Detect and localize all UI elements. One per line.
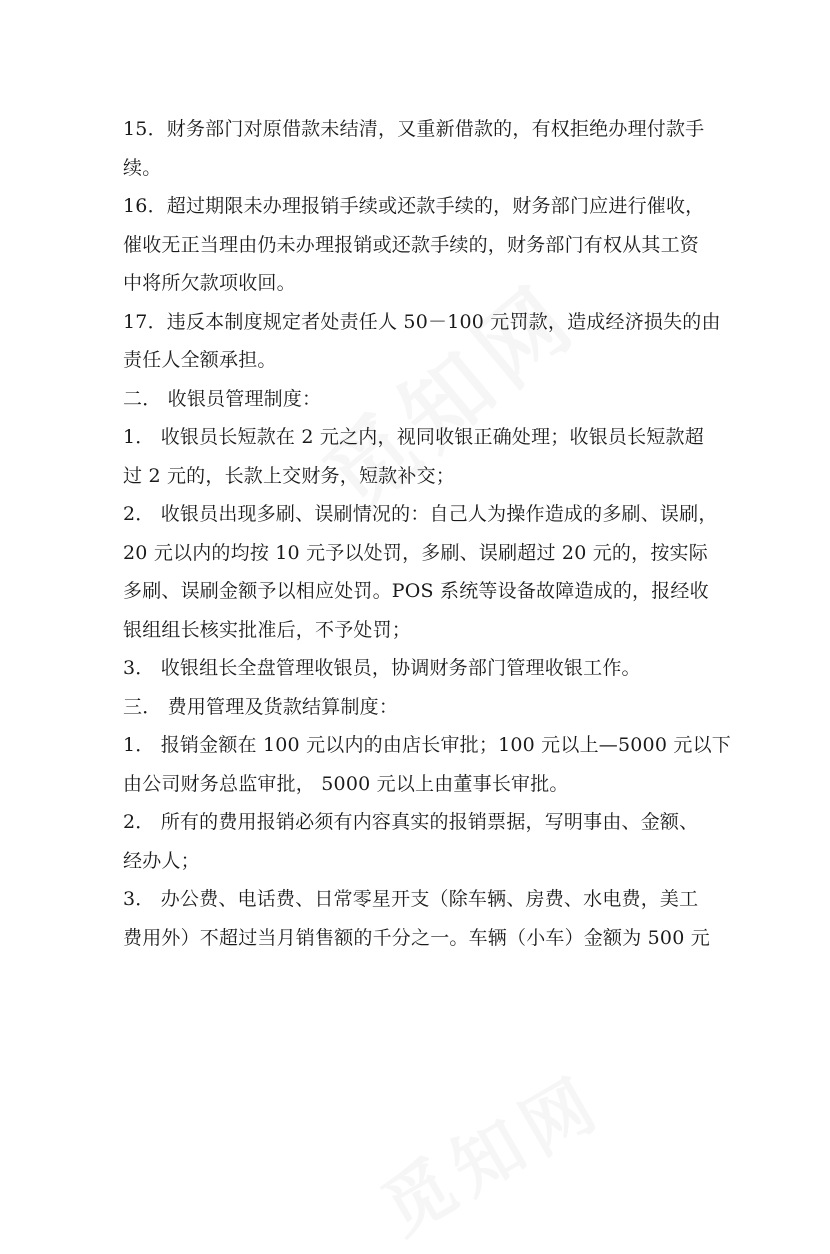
- watermark: [361, 1047, 619, 1254]
- text-line: 1． 报销金额在 100 元以内的由店长审批；100 元以上—5000 元以下: [123, 734, 731, 756]
- text-line: 费用外）不超过当月销售额的千分之一。车辆（小车）金额为 500 元: [123, 926, 710, 949]
- text-line: 2． 收银员出现多刷、误刷情况的：自己人为操作造成的多刷、误刷，: [123, 503, 718, 525]
- text-line: 15．财务部门对原借款未结清，又重新借款的，有权拒绝办理付款手: [123, 118, 705, 140]
- text-line: 由公司财务总监审批， 5000 元以上由董事长审批。: [123, 772, 569, 795]
- text-line: 1． 收银员长短款在 2 元之内，视同收银正确处理；收银员长短款超: [123, 426, 704, 448]
- text-line: 17．违反本制度规定者处责任人 50－100 元罚款，造成经济损失的由: [123, 310, 721, 333]
- text-line: 过 2 元的，长款上交财务，短款补交；: [123, 464, 455, 487]
- text-line: 20 元以内的均按 10 元予以处罚，多刷、误刷超过 20 元的，按实际: [123, 541, 708, 564]
- text-line: 催收无正当理由仍未办理报销或还款手续的，财务部门有权从其工资: [123, 233, 700, 256]
- text-line: 经办人；: [123, 849, 200, 872]
- text-line: 责任人全额承担。: [123, 349, 277, 371]
- text-line: 银组组长核实批准后，不予处罚；: [123, 618, 412, 641]
- text-line: 3． 办公费、电话费、日常零星开支（除车辆、房费、水电费，美工: [123, 888, 699, 910]
- section-heading: 三． 费用管理及货款结算制度：: [123, 695, 399, 718]
- document-body: [123, 110, 731, 957]
- text-line: 续。: [123, 156, 162, 179]
- section-heading: 二． 收银员管理制度：: [123, 387, 322, 410]
- text-line: 2． 所有的费用报销必须有内容真实的报销票据，写明事由、金额、: [123, 811, 699, 833]
- text-line: 16．超过期限未办理报销手续或还款手续的，财务部门应进行催收，: [123, 195, 705, 217]
- text-line: 多刷、误刷金额予以相应处罚。POS 系统等设备故障造成的，报经收: [123, 580, 709, 602]
- text-line: 3． 收银组长全盘管理收银员，协调财务部门管理收银工作。: [123, 657, 641, 679]
- text-line: 中将所欠款项收回。: [123, 272, 296, 294]
